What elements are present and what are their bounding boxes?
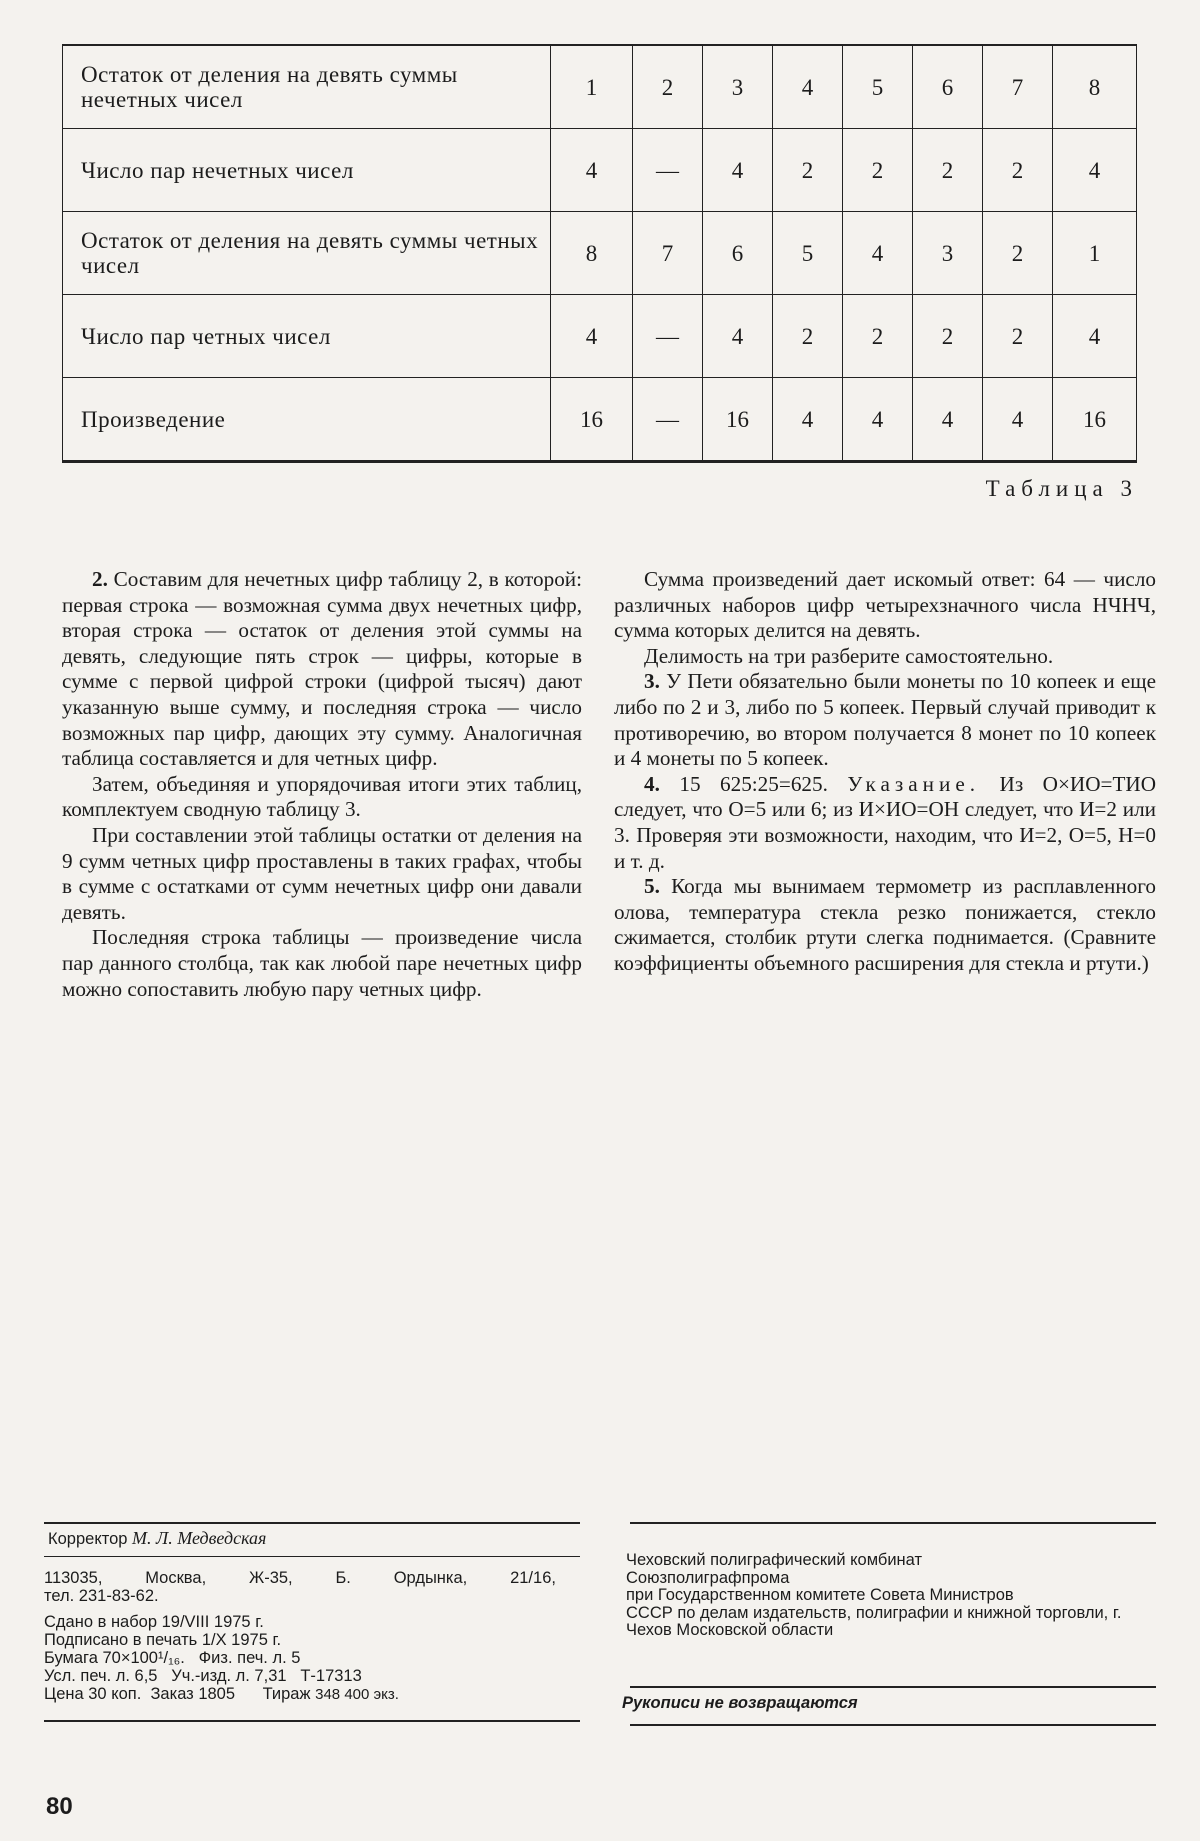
address-part: 21/16, — [510, 1569, 556, 1587]
table-cell: — — [633, 129, 703, 212]
table-cell: 6 — [913, 45, 983, 129]
phone-line: тел. 231-83-62. — [44, 1587, 159, 1605]
table-cell: 2 — [843, 295, 913, 378]
printer-line-4: СССР по делам издательств, полиграфии и книжной торговли, г. Чехов Московской области — [626, 1603, 1122, 1639]
paragraph: Сумма произведений дает искомый ответ: 64 — число различных наборов цифр четырехзначного числа НЧНЧ, сумма которых делится на девять. — [614, 567, 1156, 643]
table-cell: 1 — [1053, 212, 1137, 295]
table-cell: 7 — [633, 212, 703, 295]
answer-number: 2. — [92, 567, 108, 591]
price: Цена 30 коп. — [44, 1685, 142, 1703]
summary-table-body — [63, 45, 1137, 462]
signed-date: Подписано в печать 1/X 1975 г. — [44, 1631, 282, 1649]
imprint-right — [626, 1552, 1156, 1640]
table-cell: 2 — [773, 129, 843, 212]
answer-equation: 15 625:25=625. — [679, 771, 828, 796]
table-cell: 16 — [703, 378, 773, 462]
uch-sheets: Уч.-изд. л. 7,31 — [171, 1667, 287, 1685]
imprint-left-top-rule — [44, 1522, 580, 1524]
table-cell: 16 — [1053, 378, 1137, 462]
phys-sheets: Физ. печ. л. 5 — [198, 1649, 301, 1667]
paragraph: Последняя строка таблицы — произведение числа пар данного столбца, так как любой паре нечетных цифр можно сопоставить любую пару четных цифр. — [62, 925, 582, 1001]
table-caption: Таблица 3 — [985, 476, 1138, 501]
paragraph: При составлении этой таблицы остатки от деления на 9 сумм четных цифр проставлены в таких графах, чтобы в сумме с остатками от сумм нечетных цифр они давали девять. — [62, 822, 582, 924]
table-cell: 2 — [773, 295, 843, 378]
table-cell: 2 — [913, 295, 983, 378]
answer-text: Когда мы вынимаем термометр из расплавленного олова, температура стекла резко понижается, стекло сжимается, столбик ртути слегка поднимается. (Сравните коэффициенты объемного расширения для стекла и ртути.) — [614, 874, 1157, 975]
answer-number: 5. — [644, 874, 660, 899]
corrector-label: Корректор — [48, 1530, 128, 1548]
answer-number: 3. — [644, 669, 660, 694]
answer-3-paragraph — [614, 669, 1156, 771]
table-cell: 4 — [551, 129, 633, 212]
answer-5-paragraph — [614, 874, 1156, 976]
hint-label: Указание. — [847, 771, 981, 796]
printer-line-3: при Государственном комитете Совета Министров — [626, 1586, 1014, 1604]
printer-line-2: Союзполиграфпрома — [626, 1568, 790, 1587]
paragraph: Делимость на три разберите самостоятельно. — [644, 643, 1054, 668]
table-cell: 4 — [843, 378, 913, 462]
address-part: Ордынка, — [393, 1569, 468, 1587]
imprint-right-bottom-rule — [630, 1724, 1156, 1726]
row-label: Число пар нечетных чисел — [63, 129, 551, 212]
typeset-date: Сдано в набор 19/VIII 1975 г. — [44, 1613, 264, 1631]
summary-table — [62, 44, 1137, 463]
table-cell: 4 — [843, 212, 913, 295]
row-label: Число пар четных чисел — [63, 295, 551, 378]
table-cell: 2 — [633, 45, 703, 129]
corrector-name: М. Л. Медведская — [132, 1528, 267, 1548]
table-row — [63, 45, 1137, 129]
address-part: Ж-35, — [248, 1569, 293, 1587]
table-cell: 3 — [703, 45, 773, 129]
table-row — [63, 212, 1137, 295]
answer-number: 4. — [644, 771, 660, 796]
usl-sheets: Усл. печ. л. 6,5 — [44, 1667, 158, 1685]
address-part: Б. — [335, 1569, 351, 1587]
imprint-left — [48, 1529, 558, 1548]
order-number: Заказ 1805 — [150, 1685, 236, 1703]
table-cell: 4 — [1053, 129, 1137, 212]
answer-text: Из О×ИО=ТИО следует, что О=5 или 6; из И×ИО=ОН следует, что И=2 или 3. Проверяя эти возможности, находим, что И=2, О=5, Н=0 и т. д. — [614, 771, 1156, 873]
table-row — [63, 129, 1137, 212]
row-label: Произведение — [63, 378, 551, 462]
imprint-right-top-rule — [630, 1522, 1156, 1524]
table-cell: 3 — [913, 212, 983, 295]
sheets-line — [44, 1667, 556, 1685]
right-text-column — [614, 567, 1156, 977]
row-label: Остаток от деления на девять суммы нечетных чисел — [63, 45, 551, 129]
imprint-left-rule-2 — [44, 1556, 580, 1557]
table-cell: 4 — [773, 45, 843, 129]
paragraph: Затем, объединяя и упорядочивая итоги этих таблиц, комплектуем сводную таблицу 3. — [62, 771, 582, 822]
page-number: 80 — [46, 1793, 73, 1820]
left-text-column — [62, 567, 582, 1002]
table-cell: 8 — [551, 212, 633, 295]
table-cell: 1 — [551, 45, 633, 129]
address-line — [44, 1569, 556, 1587]
answer-text: Составим для нечетных цифр таблицу 2, в которой: первая строка — возможная сумма двух нечетных цифр, вторая строка — остаток от деления этой суммы на девять, следующие пять строк — цифры, которые в сумме с первой цифрой строки (цифрой тысяч) дают указанную выше сумму, и последняя строка — число возможных пар цифр, дающих эту сумму. Аналогичная таблица составляется и для четных цифр. — [62, 567, 583, 771]
imprint-left-bottom-rule — [44, 1720, 580, 1722]
table-cell: 4 — [551, 295, 633, 378]
price-line — [44, 1685, 556, 1704]
table-cell: — — [633, 295, 703, 378]
address-part: 113035, — [44, 1569, 103, 1587]
table-row — [63, 295, 1137, 378]
printer-line-1: Чеховский полиграфический комбинат — [626, 1551, 923, 1569]
corrector-line — [48, 1529, 558, 1548]
table-cell: 4 — [913, 378, 983, 462]
table-cell: 2 — [983, 129, 1053, 212]
table-cell: 8 — [1053, 45, 1137, 129]
table-cell: — — [633, 378, 703, 462]
table-cell: 4 — [703, 129, 773, 212]
answer-4-paragraph — [614, 772, 1156, 874]
table-cell: 2 — [843, 129, 913, 212]
table-cell: 5 — [843, 45, 913, 129]
table-cell: 4 — [983, 378, 1053, 462]
table-cell: 5 — [773, 212, 843, 295]
row-label: Остаток от деления на девять суммы четных чисел — [63, 212, 551, 295]
table-cell: 4 — [773, 378, 843, 462]
imprint-left-body — [44, 1569, 556, 1704]
print-run-label: Тираж — [262, 1685, 311, 1703]
paper-format: Бумага 70×100¹/₁₆. — [44, 1649, 185, 1667]
answer-text: У Пети обязательно были монеты по 10 копеек и еще либо по 2 и 3, либо по 5 копеек. Первый случай приводит к противоречию, во втором получается 8 монет по 10 копеек и 4 монеты по 5 копеек. — [614, 669, 1156, 771]
table-cell: 2 — [983, 295, 1053, 378]
table-cell: 6 — [703, 212, 773, 295]
paper-line — [44, 1649, 556, 1667]
t-code: Т-17313 — [300, 1667, 362, 1685]
summary-table-container — [62, 44, 1136, 463]
table-cell: 4 — [703, 295, 773, 378]
imprint-right-mid-rule — [630, 1686, 1156, 1688]
table-cell: 2 — [983, 212, 1053, 295]
table-cell: 7 — [983, 45, 1053, 129]
answer-2-paragraph — [62, 567, 582, 772]
table-cell: 4 — [1053, 295, 1137, 378]
table-cell: 16 — [551, 378, 633, 462]
address-part: Москва, — [145, 1569, 207, 1587]
print-run: 348 400 экз. — [315, 1686, 399, 1703]
table-cell: 2 — [913, 129, 983, 212]
manuscripts-note: Рукописи не возвращаются — [622, 1694, 858, 1712]
table-row — [63, 378, 1137, 462]
